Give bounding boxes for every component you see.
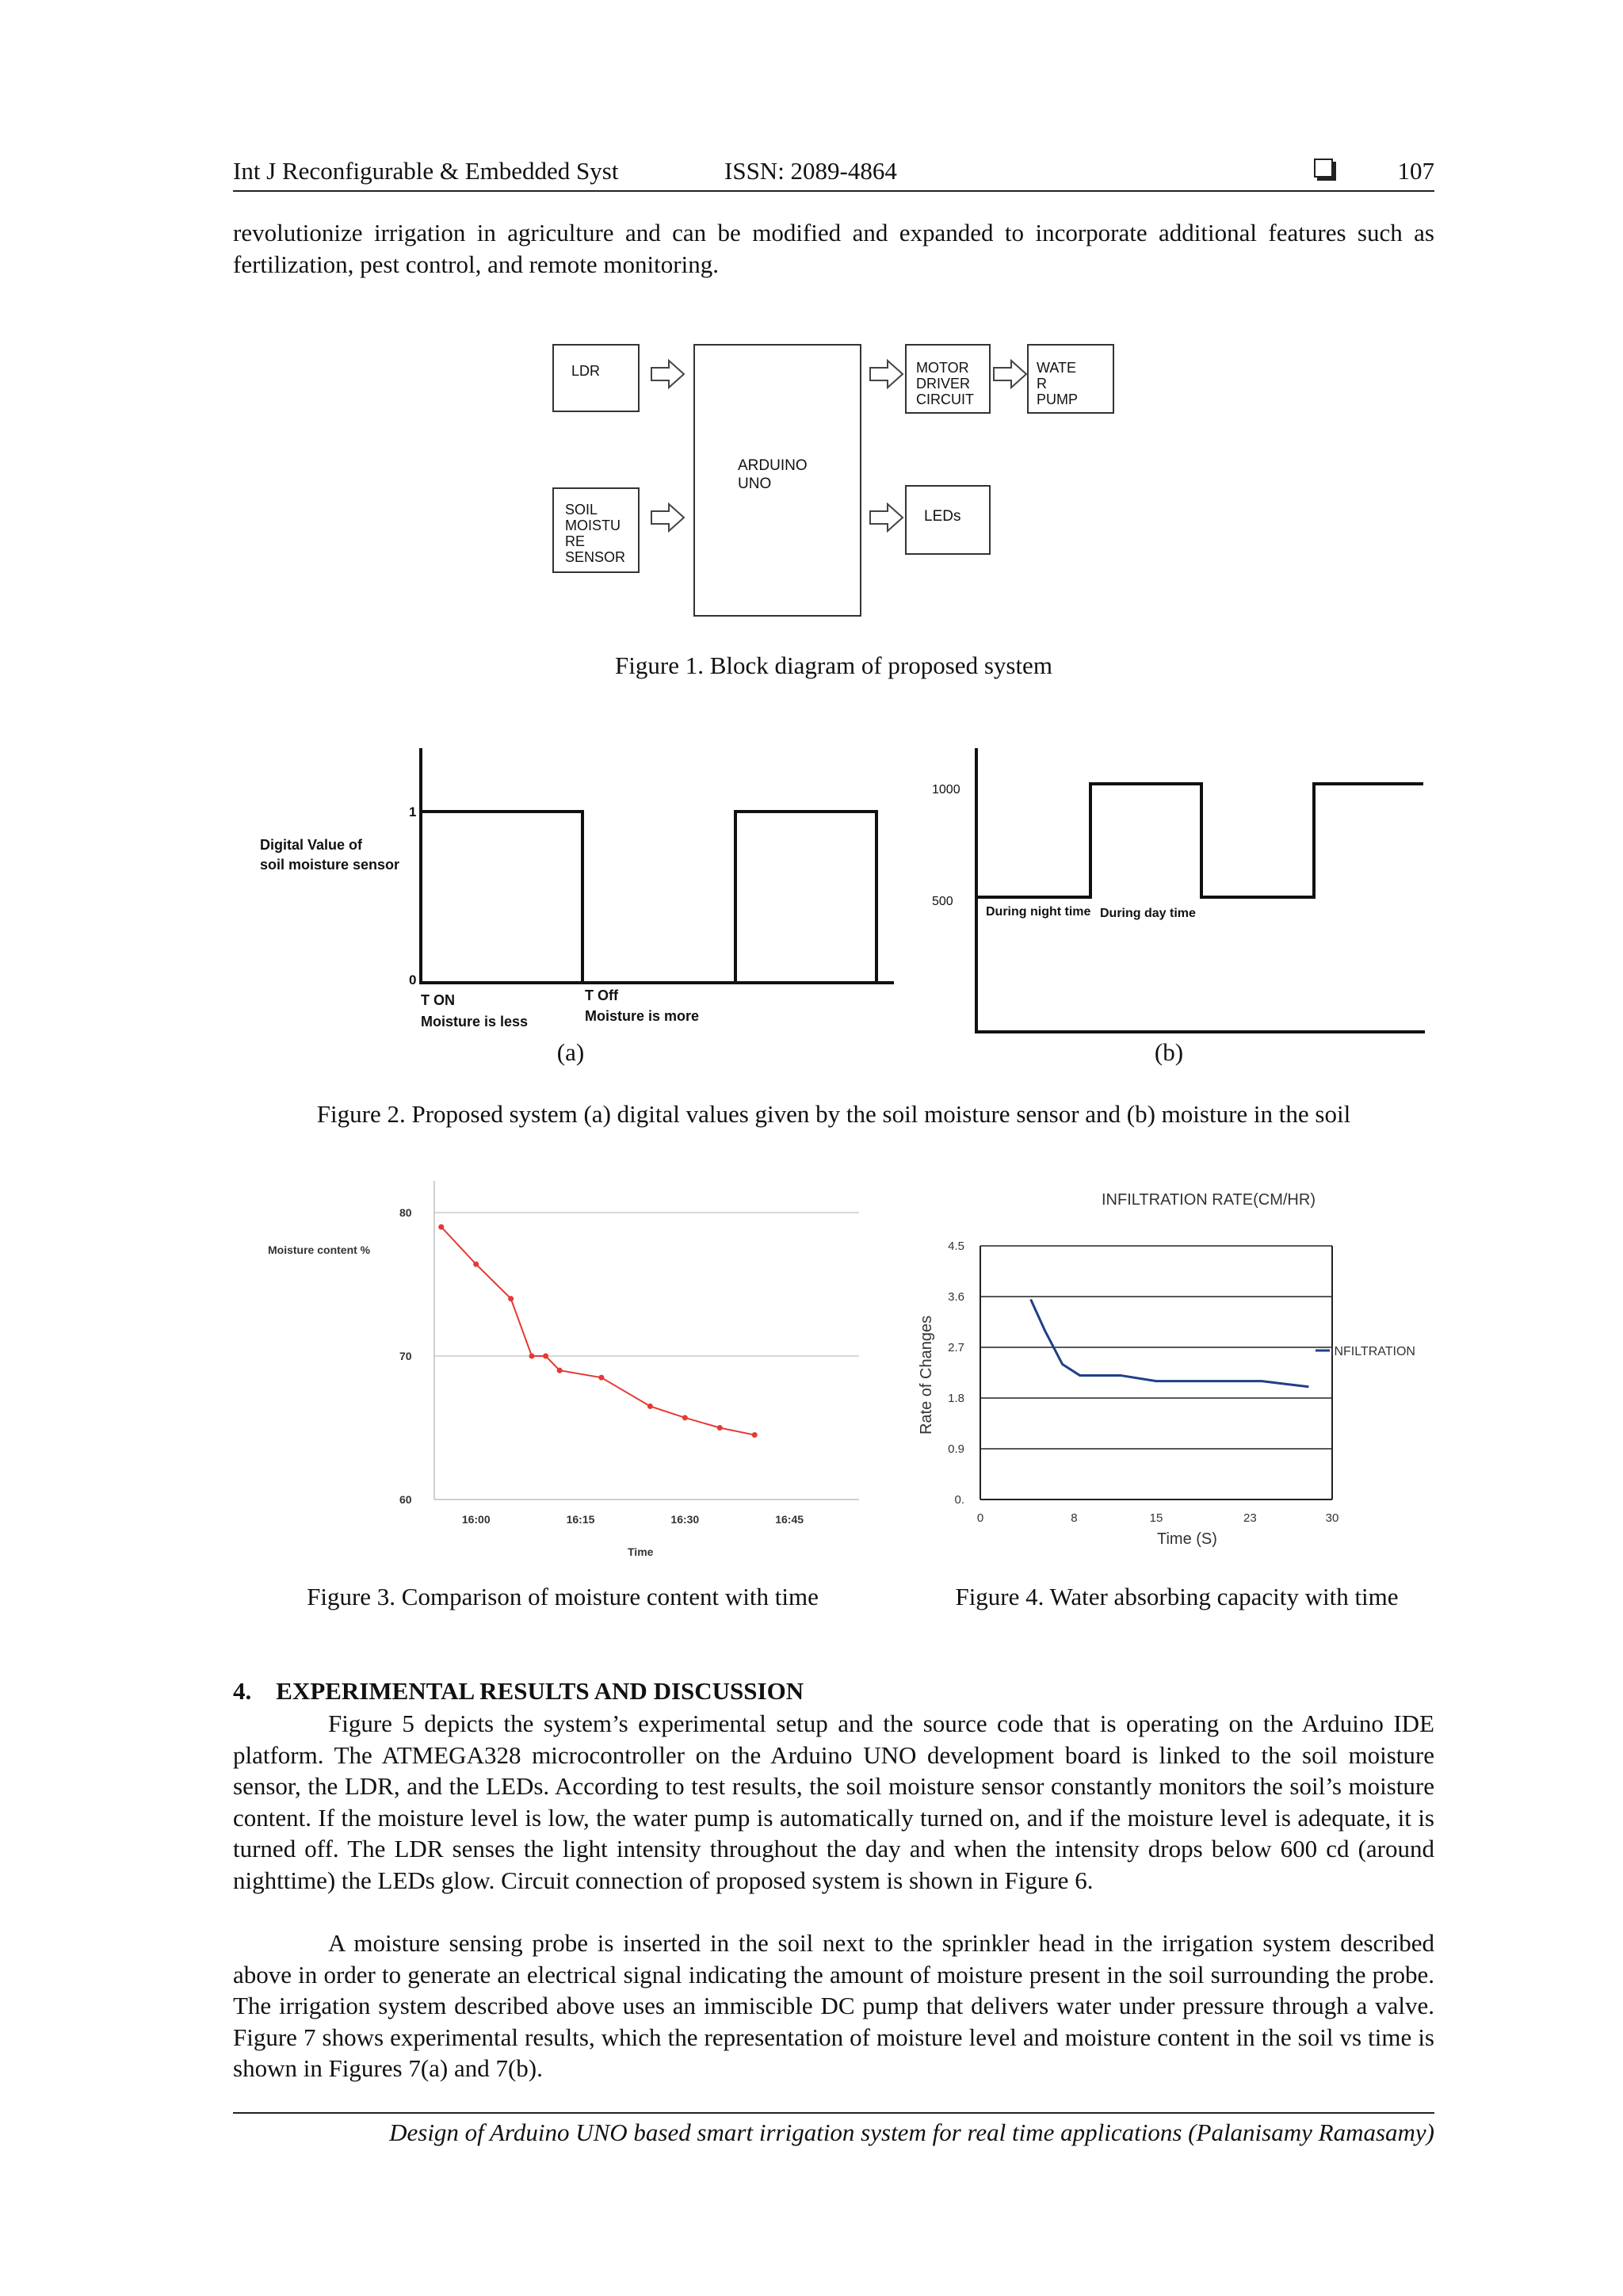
fig3-series-line (441, 1227, 754, 1435)
section4-paragraph1: Figure 5 depicts the system’s experimental setup and the source code that is operating on the Arduino IDE platform. The ATMEGA328 microcontroller on the Arduino UNO development board is linked to the soil moisture sensor, the LDR, and the LEDs. According to test results, the soil moisture sensor constantly monitors the soil’s moisture content. If the moisture level is low, the water pump is automatically turned on, and if the moisture level is adequate, it is turned off. The LDR senses the light intensity throughout the day and when the intensity drops below 600 cd (around nighttime) the LEDs glow. Circuit connection of proposed system is shown in Figure 6. (233, 1710, 1434, 1894)
fig3-xtick: 16:30 (670, 1513, 700, 1526)
fig2b-day-label: During day time (1100, 907, 1196, 920)
fig4-ytick: 4.5 (948, 1240, 964, 1253)
fig2a-ytick-0: 0 (409, 972, 417, 988)
intro-paragraph: revolutionize irrigation in agriculture and can be modified and expanded to incorporate additional features such as fertilization, pest control, and remote monitoring. (233, 219, 1434, 278)
fig3-data-point (647, 1404, 653, 1409)
fig2b-ytick-500: 500 (932, 895, 953, 908)
fig3-xtick: 16:15 (566, 1513, 595, 1526)
fig3-ytick: 70 (399, 1350, 412, 1362)
fig3-data-point (543, 1354, 548, 1359)
page-number: 107 (1397, 157, 1434, 185)
fig2a-t-off-note: Moisture is more (585, 1008, 700, 1024)
figure3-caption: Figure 3. Comparison of moisture content with time (307, 1583, 819, 1610)
fig2a-ylabel-line2: soil moisture sensor (260, 857, 400, 873)
fig3-ytick: 80 (399, 1206, 412, 1219)
fig4-ytick: 2.7 (948, 1341, 964, 1354)
fig4-xtick: 8 (1071, 1511, 1078, 1525)
running-footer: Design of Arduino UNO based smart irrigation system for real time applications (Palanisamy Ramasamy) (233, 2112, 1434, 2147)
fig2b-night-label: During night time (986, 905, 1091, 919)
arrow-icon (870, 504, 903, 531)
fig4-ylabel: Rate of Changes (918, 1315, 935, 1435)
fig2a-t-on-note: Moisture is less (421, 1014, 529, 1030)
issn: ISSN: 2089-4864 (724, 157, 897, 185)
arrow-icon (870, 361, 903, 388)
block-arrows (0, 0, 1623, 634)
fig2a-t-on: T ON (421, 992, 455, 1008)
fig3-data-point (717, 1425, 723, 1431)
fig3-xtick: 16:45 (775, 1513, 804, 1526)
figure3-chart (254, 1173, 872, 1569)
section4-heading: 4. EXPERIMENTAL RESULTS AND DISCUSSION (233, 1677, 804, 1705)
fig4-ytick: 1.8 (948, 1392, 964, 1405)
figure2a-waveform (254, 737, 903, 1038)
figure2a (254, 737, 903, 1066)
fig3-data-point (557, 1368, 563, 1373)
fig3-xtick: 16:00 (461, 1513, 491, 1526)
fig3-data-point (473, 1262, 479, 1267)
ldr-label: LDR (571, 363, 601, 379)
fig3-data-point (752, 1432, 758, 1438)
fig3-data-point (598, 1375, 604, 1381)
figure1-caption: Figure 1. Block diagram of proposed system (615, 651, 1052, 679)
fig3-data-point (438, 1224, 444, 1230)
figure4-caption: Figure 4. Water absorbing capacity with time (955, 1583, 1399, 1610)
fig2a-panel-label: (a) (556, 1038, 585, 1066)
fig4-legend-label: INFILTRATION (1331, 1345, 1415, 1358)
fig4-ytick: 0. (954, 1493, 964, 1507)
fig3-xlabel: Time (628, 1545, 654, 1558)
figure2b-waveform (911, 737, 1426, 1038)
fig4-ytick: 0.9 (948, 1442, 964, 1456)
figure1-block-diagram (0, 0, 1623, 634)
fig3-ylabel: Moisture content % (268, 1244, 371, 1256)
journal-name: Int J Reconfigurable & Embedded Syst (233, 157, 619, 185)
motor-driver-label: MOTOR DRIVER CIRCUIT (916, 360, 974, 407)
water-pump-label: WATE R PUMP (1037, 360, 1079, 407)
fig3-data-point (682, 1415, 688, 1420)
fig2a-t-off: T Off (585, 988, 618, 1003)
fig4-ytick: 3.6 (948, 1290, 964, 1304)
soil-sensor-label: SOIL MOISTU RE SENSOR (565, 502, 626, 565)
figure2-caption: Figure 2. Proposed system (a) digital values given by the soil moisture sensor and (b) moisture in the soil (316, 1100, 1351, 1128)
arrow-icon (651, 361, 684, 388)
fig2b-ytick-1000: 1000 (932, 783, 960, 797)
fig3-data-point (529, 1354, 535, 1359)
arrow-icon (994, 361, 1026, 388)
fig4-xlabel: Time (S) (1157, 1530, 1217, 1548)
fig3-data-point (508, 1296, 514, 1301)
leds-label: LEDs (924, 508, 961, 525)
fig2a-ytick-1: 1 (409, 804, 417, 819)
fig4-xtick: 0 (976, 1511, 984, 1525)
fig2a-ylabel-line1: Digital Value of (260, 837, 363, 853)
section4-paragraph2: A moisture sensing probe is inserted in the soil next to the sprinkler head in the irrigation system described above in order to generate an electrical signal indicating the amount of moisture present in the soil surrounding the probe. The irrigation system described above uses an immiscible DC pump that delivers water under pressure through a valve. Figure 7 shows experimental results, which the representation of moisture level and moisture content in the soil vs time is shown in Figures 7(a) and 7(b). (233, 1929, 1434, 2082)
fig4-title: INFILTRATION RATE(CM/HR) (1102, 1191, 1316, 1209)
fig3-ytick: 60 (399, 1493, 412, 1506)
arrow-icon (651, 504, 684, 531)
fig4-xtick: 23 (1243, 1511, 1257, 1525)
figure4-chart (903, 1173, 1442, 1569)
figure2b (911, 737, 1426, 1066)
fig2b-panel-label: (b) (1154, 1038, 1184, 1066)
fig4-xtick: 30 (1325, 1511, 1339, 1525)
arduino-label: ARDUINO UNO (738, 457, 808, 492)
fig4-series-line (1031, 1300, 1309, 1387)
fig4-xtick: 15 (1149, 1511, 1163, 1525)
